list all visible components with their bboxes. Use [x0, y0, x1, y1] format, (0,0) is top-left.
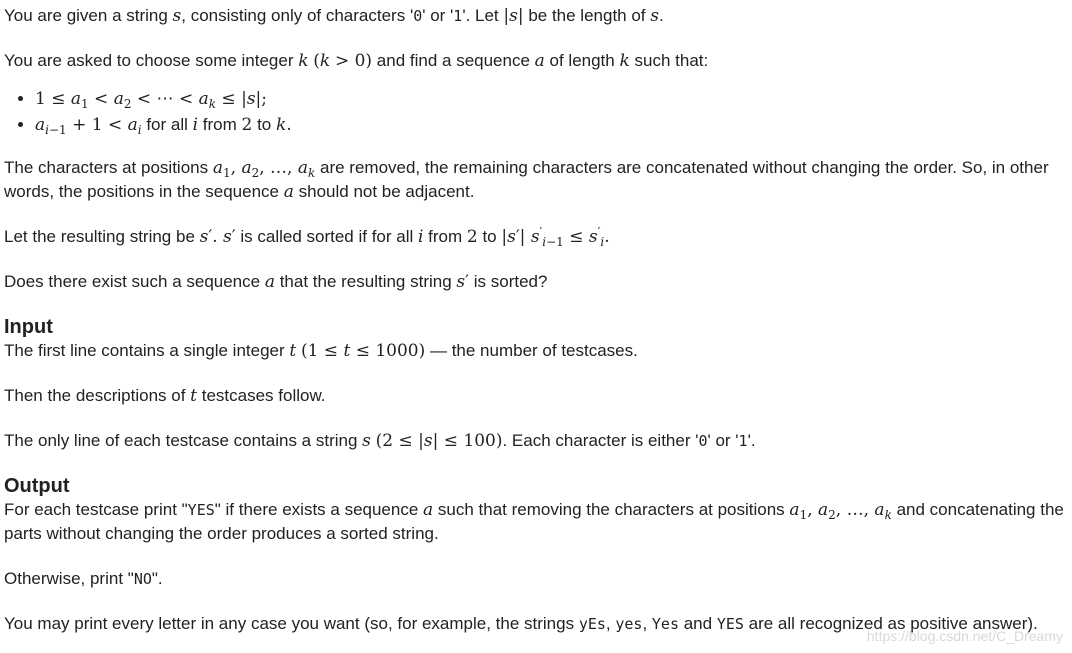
condition-item: • $a_{i-1} + 1 < a_i$ for all i from 2 to k. — [35, 112, 1068, 138]
intro-paragraph: You are given a string s, consisting only of characters '0' or '1'. Let |s| be the length of s. — [4, 6, 664, 26]
input-heading: Input — [4, 316, 53, 338]
question-paragraph: Does there exist such a sequence a that the resulting string s′ is sorted? — [4, 272, 548, 292]
input-line-string: The only line of each testcase contains a string s (2 ≤ |s| ≤ 100). Each character is either '0' or '1'. — [4, 431, 756, 451]
removal-paragraph: The characters at positions $a_1$, $a_2$, …, $a_k$ are removed, the remaining characters are concatenated without changing the order. So, in other words, the positions in the sequence a should not be adjacent. — [4, 158, 1049, 202]
output-line-no: Otherwise, print "NO". — [4, 569, 163, 588]
input-line-descriptions: Then the descriptions of t testcases follow. — [4, 386, 326, 406]
sorted-definition-paragraph: Let the resulting string be s′. s′ is called sorted if for all i from 2 to |s′| $s'_{i-1} \le s'_i$. — [4, 225, 610, 249]
task-paragraph: You are asked to choose some integer k (k > 0) and find a sequence a of length k such that: — [4, 51, 709, 71]
condition-list — [4, 86, 1068, 138]
output-line-yes: For each testcase print "YES" if there exists a sequence a such that removing the characters at positions $a_1$, $a_2$, …, $a_k$ and concatenating the parts without changing the order produces a sorted string. — [4, 500, 1064, 543]
input-line-t: The first line contains a single integer t (1 ≤ t ≤ 1000) — the number of testcases. — [4, 341, 638, 361]
watermark: https://blog.csdn.net/C_Dreamy — [866, 628, 1063, 644]
condition-item: • $1 \le a_1 < a_2$ < ⋯ < $a_k \le |s|$; — [35, 86, 1068, 112]
output-line-case: You may print every letter in any case you want (so, for example, the strings yEs, yes, Yes and YES are all recognized as positive answer). — [4, 614, 1038, 633]
output-heading: Output — [4, 475, 70, 497]
